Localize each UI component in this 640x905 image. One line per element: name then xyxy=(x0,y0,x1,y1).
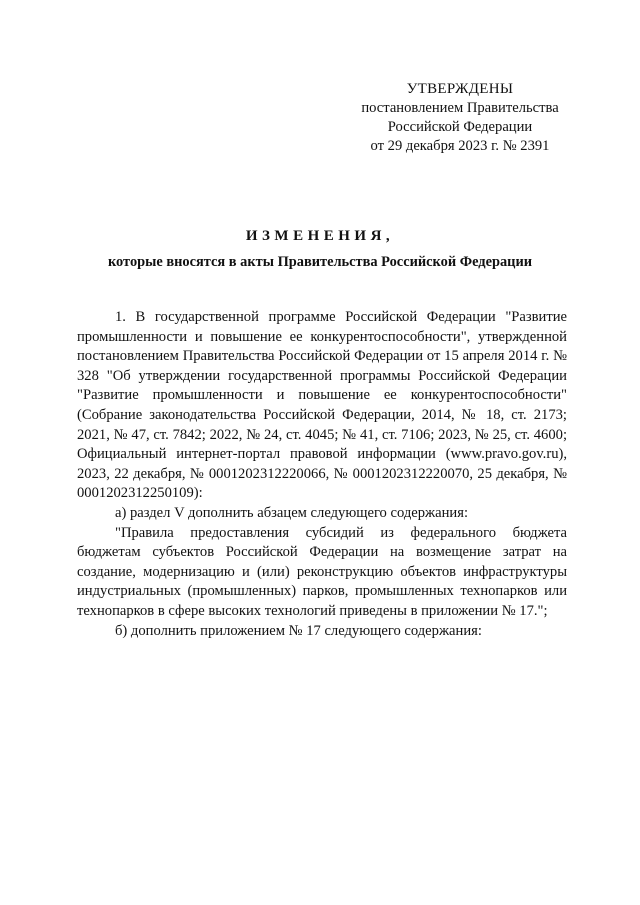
document-body xyxy=(77,308,567,641)
paragraph-2: а) раздел V дополнить абзацем следующего содержания: xyxy=(115,504,469,521)
approval-line-2: Российской Федерации xyxy=(387,119,533,135)
paragraph-1: 1. В государственной программе Российской Федерации "Развитие промышленности и повышение ее конкурентоспособности", утвержденной постановлением Правительства Российской Федерации от 15 апреля 2014 г. № 328 "Об утверждении государственной программы Российской Федерации "Развитие промышленности и повышение ее конкурентоспособности" (Собрание законодательства Российской Федерации, 2014, № 18, ст. 2173; 2021, № 47, ст. 7842; 2022, № 24, ст. 4045; № 41, ст. 7106; 2023, № 25, ст. 4600; Официальный интернет-портал правовой информации (www.pravo.gov.ru), 2023, 22 декабря, № 0001202312220066, № 0001202312220070, 25 декабря, № 0001202312250109): xyxy=(77,309,567,502)
approval-block xyxy=(330,80,590,156)
approval-word: УТВЕРЖДЕНЫ xyxy=(406,81,514,97)
document-subtitle: которые вносятся в акты Правительства Российской Федерации xyxy=(107,254,533,270)
approval-line-3: от 29 декабря 2023 г. № 2391 xyxy=(370,138,550,154)
approval-line-1: постановлением Правительства xyxy=(361,100,559,116)
document-title: ИЗМЕНЕНИЯ, xyxy=(245,228,395,244)
paragraph-3: "Правила предоставления субсидий из федерального бюджета бюджетам субъектов Российской Федерации на возмещение затрат на создание, модернизацию и (или) реконструкцию объектов инфраструктуры индустриальных (промышленных) парков, промышленных технопарков или технопарков в сфере высоких технологий приведены в приложении № 17."; xyxy=(77,524,567,619)
paragraph-4: б) дополнить приложением № 17 следующего содержания: xyxy=(115,622,482,639)
